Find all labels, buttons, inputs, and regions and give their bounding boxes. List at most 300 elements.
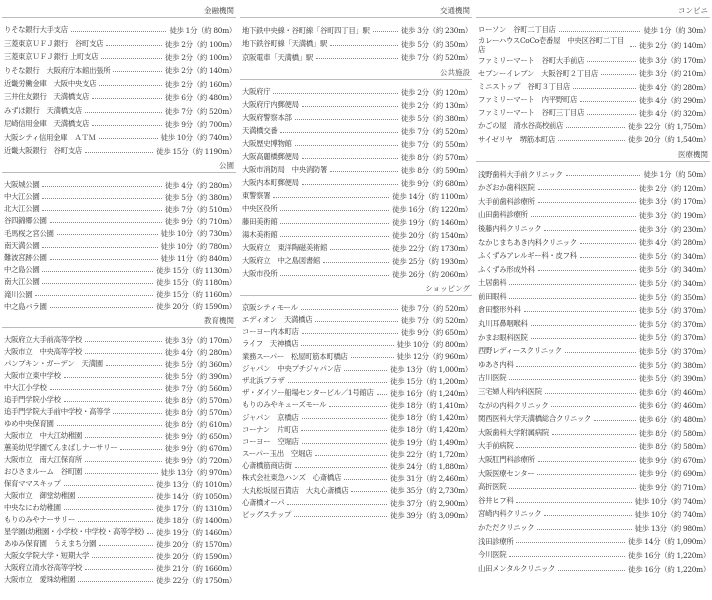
walk-distance: 徒歩 9分（約 690m） [639,469,710,479]
dot-leader [373,31,398,32]
dot-leader [85,461,162,462]
facility-name: 中之島公園 [4,265,40,275]
section-heading: ショッピング [240,284,472,296]
dot-leader [330,45,398,46]
list-item [476,521,710,535]
walk-distance: 徒歩 20分（約 1590m） [156,551,236,561]
facility-name: かただクリニック [478,522,535,532]
walk-distance: 徒歩 5分（約 340m） [639,279,710,289]
dot-leader [509,284,636,285]
dot-leader [302,184,398,185]
facility-name: もりのみやナーサリー [4,514,75,524]
walk-distance: 徒歩 5分（約 370m） [639,347,710,357]
list-item [240,375,472,387]
facility-name: 古川医院 [478,373,507,383]
facility-name: 大阪内本町郵便局 [242,178,299,188]
list-item [2,562,236,574]
list-item [476,290,710,304]
dot-leader [78,581,153,582]
facility-name: 大阪市立 中大江幼稚園 [4,430,82,440]
walk-distance: 徒歩 15分（約 1160m） [156,290,236,300]
walk-distance: 徒歩 9分（約 650m） [165,431,236,441]
facility-name: ゆめ中央保育園 [4,418,54,428]
facility-name: 大手前歯科診療所 [478,196,535,206]
dot-leader [42,210,162,211]
list-item [2,252,236,264]
dot-leader [85,473,158,474]
walk-distance: 徒歩 13分（約 1,000m） [390,364,472,374]
list-item [2,454,236,466]
dot-leader [287,504,387,505]
walk-distance: 徒歩 9分（約 650m） [401,327,472,337]
list-item [476,508,710,522]
list-item [2,37,236,50]
section-heading: コンビニ [476,6,710,18]
list-item [2,131,236,144]
list-item [2,430,236,442]
walk-distance: 徒歩 16分（約 1,220m） [628,550,710,560]
facility-name: 京阪シティモール [242,302,298,312]
facility-name: 山田歯科診療所 [478,210,528,220]
dot-leader [538,189,636,190]
walk-distance: 徒歩 1分（約 30m） [643,26,710,36]
list-item [240,436,472,448]
dot-leader [323,262,389,263]
walk-distance: 徒歩 5分（約 350m） [639,292,710,302]
dot-leader [330,171,398,172]
dot-leader [545,393,636,394]
list-item [2,526,236,538]
facility-name: セブンーイレブン 大阪谷町２丁目店 [478,68,598,78]
dot-leader [315,455,387,456]
dot-leader [301,345,393,346]
dot-leader [280,210,389,211]
walk-distance: 徒歩 6分（約 460m） [639,401,710,411]
dot-leader [295,119,398,120]
list-item [240,339,472,351]
dot-leader [64,401,162,402]
facility-name: 業務スーパー 松屋町筋本町橋店 [242,351,348,361]
list-item [476,250,710,264]
list-item [240,229,472,242]
list-item [476,372,710,386]
list-item [240,363,472,375]
dot-leader [295,467,388,468]
facility-name: 蕙美幼児学園てんまばしナーサリー [4,442,118,452]
facility-name: 大阪府庁 [242,87,271,97]
walk-distance: 徒歩 20分（約 1,540m） [628,135,710,145]
walk-distance: 徒歩 17分（約 1310m） [156,503,236,513]
list-item [2,51,236,64]
list-item [476,94,710,107]
list-item [2,277,236,289]
walk-distance: 徒歩 5分（約 340m） [639,265,710,275]
facility-name: 大阪府立大手前高等学校 [4,334,82,344]
walk-distance: 徒歩 39分（約 3,090m） [390,510,472,520]
list-item [240,497,472,509]
facility-name: サイゼリヤ 堺筋本町店 [478,134,556,144]
dot-leader [294,516,387,517]
facility-name: ローソン 谷町二丁目店 [478,25,556,35]
facility-name: もりのみやキューズモール [242,400,327,410]
facility-name: 大阪市役所 [242,269,278,279]
facility-name: 湯木美術館 [242,230,278,240]
walk-distance: 徒歩 4分（約 320m） [639,109,710,119]
dot-leader [537,474,636,475]
facility-name: ジャパン 京橋店 [242,412,299,422]
facility-name: 前田眼科 [478,291,507,301]
list-item [476,277,710,291]
facility-name: 三井住友銀行 天満橋支店 [4,92,90,102]
list-item [240,38,472,52]
facility-name: 丸川耳鼻咽喉科 [478,319,528,329]
list-item [476,67,710,80]
facility-name: 浅野歯科大手前クリニック [478,169,563,179]
walk-distance: 徒歩 8分（約 570m） [165,395,236,405]
facility-name: 大阪市立 愛珠幼稚園 [4,574,75,584]
dot-leader [85,341,162,342]
dot-leader [344,370,387,371]
walk-distance: 徒歩 9分（約 710m） [165,217,236,227]
list-item [2,91,236,104]
list-item [240,125,472,138]
list-item [240,387,472,399]
section-convenience [476,6,710,147]
facility-name: かごの屋 清水谷高校前店 [478,121,564,131]
dot-leader [580,101,636,102]
walk-distance: 徒歩 35分（約 2,730m） [390,486,472,496]
facility-name: 地下鉄谷町線「天満橋」駅 [242,39,328,49]
walk-distance: 徒歩 7分（約 520m） [401,303,472,313]
facility-name: カレーハウスCoCo壱番屋 中央区谷町二丁目店 [478,36,625,54]
list-item [240,485,472,497]
list-item [2,145,236,158]
dot-leader [92,125,162,126]
facility-name: 大阪府警察本部 [242,113,292,123]
walk-distance: 徒歩 7分（約 560m） [165,383,236,393]
facility-name: ミニストップ 谷町３丁目店 [478,81,570,91]
facility-name: 大丸松坂屋百貨店 大丸心斎橋店 [242,485,349,495]
facility-name: かまお眼科医院 [478,332,528,342]
dot-leader [85,569,153,570]
walk-distance: 徒歩 2分（約 140m） [165,66,236,76]
walk-distance: 徒歩 2分（約 140m） [639,41,710,51]
dot-leader [566,175,641,176]
list-item [2,382,236,394]
list-item [476,562,710,576]
facility-name: 大阪歴史博物館 [242,139,292,149]
dot-leader [273,93,398,94]
list-item [2,394,236,406]
section-heading: 交通機関 [240,6,472,18]
facility-name: 谷井ヒフ科 [478,495,514,505]
list-item [476,54,710,67]
dot-leader [330,249,389,250]
dot-leader [558,570,625,571]
dot-leader [64,377,162,378]
facility-name: ふくずみアレルギー科・皮フ科 [478,251,577,261]
list-item [2,289,236,301]
dot-leader [280,132,398,133]
list-item [476,386,710,400]
facility-name: かざおか歯科医院 [478,183,535,193]
dot-leader [344,479,387,480]
dot-leader [509,379,636,380]
list-item [240,326,472,338]
dot-leader [120,449,162,450]
facility-name: ゆあさ内科 [478,359,514,369]
walk-distance: 徒歩 19分（約 1460m） [392,218,472,227]
facility-name: ザ・ダイソー船場センタービル／1号館店 [242,388,374,398]
list-item [2,191,236,203]
list-item [476,494,710,508]
dot-leader [35,295,153,296]
list-item [240,203,472,216]
walk-distance: 徒歩 13分（約 1010m） [156,479,236,489]
dot-leader [295,145,398,146]
list-item [240,190,472,203]
facility-name: 中之島バラ園 [4,301,47,311]
facility-name: 難波宮跡公園 [4,252,47,262]
walk-distance: 徒歩 1分（約 50m） [643,170,710,180]
list-item [240,448,472,460]
list-item [2,228,236,240]
walk-distance: 徒歩 12分（約 960m） [396,352,472,362]
dot-leader [50,222,162,223]
list-item [476,168,710,182]
facility-name: 大阪府庁内郵便局 [242,100,299,110]
dot-leader [113,71,162,72]
walk-distance: 徒歩 2分（約 120m） [639,183,710,193]
walk-distance: 徒歩 14分（約 1,090m） [628,537,710,547]
section-heading: 公共施設 [240,68,472,80]
list-item [476,120,710,133]
list-item [2,478,236,490]
facility-name: ファミリーマート 内平野町店 [478,95,578,105]
facility-name: 大阪府立清水谷高等学校 [4,562,82,572]
walk-distance: 徒歩 7分（約 510m） [165,204,236,214]
walk-distance: 徒歩 7分（約 550m） [401,140,472,149]
facility-name: 株式会社東急ハンズ 心斎橋店 [242,473,342,483]
walk-distance: 徒歩 2分（約 130m） [401,101,472,110]
dot-leader [147,533,153,534]
list-item [2,216,236,228]
section-heading: 公園 [2,161,236,173]
dot-leader [573,88,636,89]
dot-leader [587,61,636,62]
facility-name: 近畿労働金庫 大阪中央支店 [4,79,97,88]
walk-distance: 徒歩 5分（約 370m） [639,319,710,329]
walk-distance: 徒歩 10分（約 800m） [396,340,472,350]
facility-name: 大阪市消防局 中央消防署 [242,165,328,175]
facility-name: 中大江公園 [4,192,40,202]
list-item [2,64,236,77]
list-item [240,268,472,281]
section-finance [2,6,236,158]
dot-leader [42,283,153,284]
dot-leader [50,259,158,260]
list-item [476,37,710,54]
list-item [240,112,472,125]
facility-name: 関西医科大学天満橋総合クリニック [478,414,592,424]
list-item [2,466,236,478]
facility-name: りそな銀行 大阪府庁本館出張所 [4,65,111,75]
dot-leader [351,357,394,358]
walk-distance: 徒歩 7分（約 520m） [401,315,472,325]
list-item [2,264,236,276]
facility-name: 大阪歯科大学附属病院 [478,427,549,437]
facility-name: 京阪電車「天満橋」駅 [242,52,313,62]
walk-distance: 徒歩 14分（約 1100m） [392,192,472,201]
dot-leader [50,307,154,308]
dot-leader [538,202,636,203]
list-item [240,509,472,521]
walk-distance: 徒歩 10分（約 730m） [160,229,236,239]
walk-distance: 徒歩 7分（約 520m） [401,127,472,136]
dot-leader [580,243,636,244]
walk-distance: 徒歩 8分（約 570m） [401,153,472,162]
list-item [240,302,472,314]
facility-name: コーヨー内本町店 [242,327,299,337]
section-shopping [240,284,472,521]
list-item [476,236,710,250]
dot-leader [509,556,625,557]
walk-distance: 徒歩 3分（約 170m） [165,335,236,345]
list-item [476,399,710,413]
facility-name: 大阪医療センター [478,468,535,478]
facility-name: エディオン 天満橋店 [242,315,313,325]
walk-distance: 徒歩 8分（約 580m） [639,428,710,438]
dot-leader [315,321,398,322]
dot-leader [516,502,631,503]
walk-distance: 徒歩 3分（約 190m） [639,211,710,221]
walk-distance: 徒歩 15分（約 1190m） [156,146,236,156]
walk-distance: 徒歩 18分（約 1400m） [156,515,236,525]
facility-name: 大阪市立 御堂幼稚園 [4,490,75,500]
walk-distance: 徒歩 3分（約 230m） [639,224,710,234]
dot-leader [113,413,162,414]
walk-distance: 徒歩 4分（約 290m） [639,95,710,105]
dot-leader [57,234,158,235]
walk-distance: 徒歩 9分（約 680m） [401,179,472,188]
facility-name: 大阪肛門科診療所 [478,455,535,465]
walk-distance: 徒歩 4分（約 280m） [639,82,710,92]
list-item [476,345,710,359]
list-item [2,514,236,526]
facility-name: 地下鉄中央線・谷町線「谷町四丁目」駅 [242,25,370,35]
facility-name: ふくずみ形成外科 [478,264,535,274]
dot-leader [288,382,388,383]
section-heading: 金融機関 [2,6,236,18]
dot-leader [516,366,636,367]
facility-name: ファミリーマート 谷町三丁目店 [478,108,585,118]
facility-name: ファミリーマート 谷町大手前店 [478,55,585,65]
list-item [476,263,710,277]
walk-distance: 徒歩 5分（約 340m） [639,251,710,261]
walk-distance: 徒歩 5分（約 370m） [639,306,710,316]
dot-leader [85,152,153,153]
dot-leader [64,509,154,510]
list-item [2,550,236,562]
facility-name: 追手門学院小学校 [4,394,61,404]
dot-leader [544,515,631,516]
dot-leader [99,138,158,139]
walk-distance: 徒歩 13分（約 970m） [160,467,236,477]
dot-leader [594,420,636,421]
dot-leader [99,545,153,546]
walk-distance: 徒歩 19分（約 1,490m） [390,437,472,447]
facility-name: 東警察署 [242,191,271,201]
facility-name: 後藤内科クリニック [478,223,542,233]
list-item [476,481,710,495]
facility-name: 大阪市立 中央高等学校 [4,346,82,356]
walk-distance: 徒歩 16分（約 1,240m） [390,388,472,398]
facility-name: 近畿大阪銀行 谷町支店 [4,145,82,155]
facility-name: あゆみ保育園 うえまち分園 [4,538,97,548]
list-item [240,351,472,363]
list-item [240,164,472,177]
list-item [240,473,472,485]
facility-name: 心斎橋オーパ [242,497,285,507]
dot-leader [552,434,636,435]
walk-distance: 徒歩 2分（約 160m） [165,79,236,89]
dot-leader [273,197,389,198]
list-item [476,182,710,196]
facility-name: 中大江小学校 [4,382,47,392]
facility-name: 毛馬桜之宮公園 [4,228,54,238]
walk-distance: 徒歩 4分（約 280m） [165,180,236,190]
list-item [2,370,236,382]
facility-name: コーナン 片町店 [242,424,299,434]
facility-name: なかじまちあき内科クリニック [478,237,577,247]
walk-distance: 徒歩 24分（約 1,880m） [390,462,472,472]
section-education [2,316,236,586]
facility-name: 浅田診療所 [478,536,514,546]
list-item [476,358,710,372]
dot-leader [630,46,636,47]
facility-name: 西野レディースクリニック [478,346,562,356]
list-item [240,24,472,38]
walk-distance: 徒歩 9分（約 710m） [639,482,710,492]
facility-name: 北大江公園 [4,204,40,214]
dot-leader [302,333,398,334]
list-item [240,400,472,412]
list-item [240,255,472,268]
dot-leader [538,270,636,271]
dot-leader [531,325,636,326]
dot-leader [92,557,153,558]
dot-leader [57,425,162,426]
list-item [240,460,472,472]
facility-name: 南天満公園 [4,240,40,250]
dot-leader [106,365,162,366]
list-item [2,78,236,91]
dot-leader [565,352,636,353]
dot-leader [42,198,162,199]
dot-leader [566,127,625,128]
walk-distance: 徒歩 7分（約 520m） [401,53,472,63]
list-item [2,203,236,215]
walk-distance: 徒歩 14分（約 1050m） [156,491,236,501]
list-item [476,81,710,94]
walk-distance: 徒歩 1分（約 80m） [169,26,236,36]
walk-distance: 徒歩 15分（約 1180m） [156,278,236,288]
walk-distance: 徒歩 18分（約 1,420m） [390,413,472,423]
section-transport [240,6,472,65]
facility-name: 大阪シティ信用金庫 ＡＴＭ [4,132,96,142]
walk-distance: 徒歩 2分（約 100m） [165,52,236,62]
list-item [476,107,710,120]
